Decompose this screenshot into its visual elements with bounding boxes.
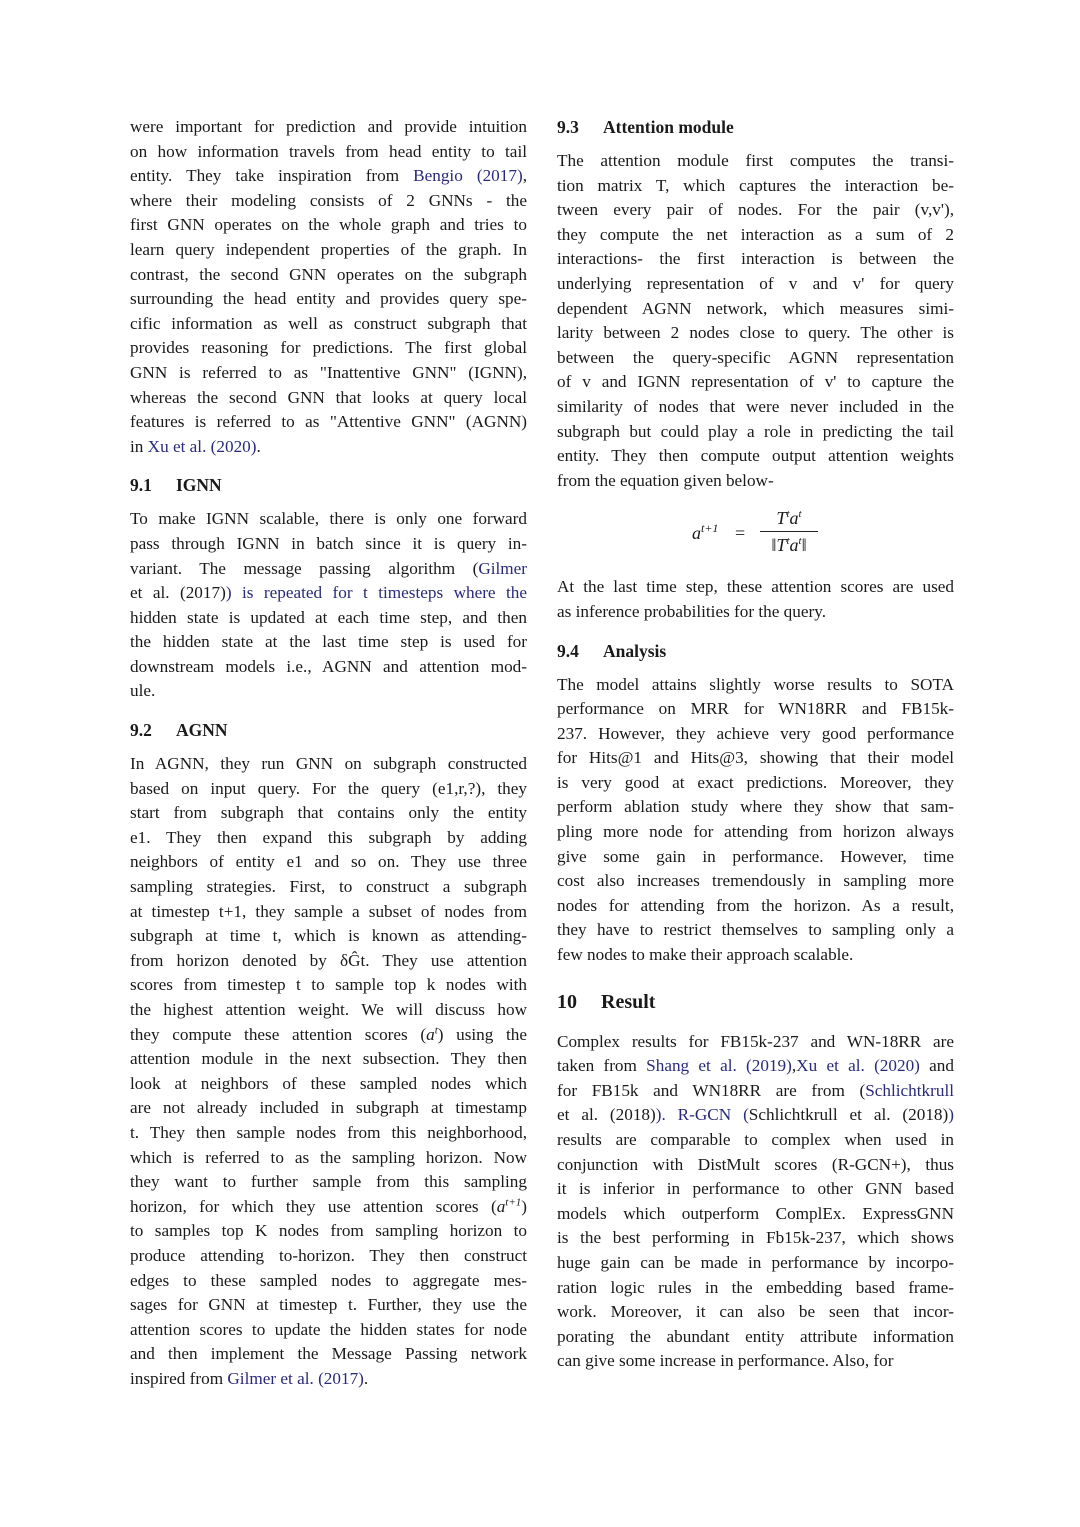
text-line: whereas the second GNN that looks at query local (130, 387, 527, 407)
agnn-paragraph (130, 752, 527, 1391)
text-line: provides reasoning for predictions. The first global (130, 338, 527, 358)
text-line: based on input query. For the query (e1,r,?), they (130, 778, 527, 798)
equation-numerator: $T^ta^t$ (776, 508, 802, 529)
text-line: GNN is referred to as "Inattentive GNN" (IGNN), (130, 362, 527, 382)
text-line: conjunction with DistMult scores (R-GCN+), thus (557, 1154, 954, 1174)
text-line: subgraph but could play a role in predicting the tail (557, 421, 954, 441)
analysis-paragraph (557, 673, 954, 968)
text-line: produce attending to-horizon. They then construct (130, 1245, 527, 1265)
text-line: subgraph at time t, which is known as attending- (130, 926, 527, 946)
text-line: variant. The message passing algorithm (Gilmer (130, 558, 527, 578)
text-line: features is referred to as "Attentive GNN" (AGNN) (130, 412, 527, 432)
text-line: between the query-specific AGNN representation (557, 347, 954, 367)
text-line: porating the abundant entity attribute information (557, 1326, 954, 1346)
text-line: tween every pair of nodes. For the pair (v,v'), (557, 200, 954, 220)
section-number: 9.1 (130, 475, 152, 496)
text-line: and then implement the Message Passing network (130, 1344, 527, 1364)
text-line: The attention module first computes the transi- (557, 151, 954, 170)
section-number: 9.2 (130, 720, 152, 741)
citation-link[interactable]: Bengio (2017) (413, 166, 523, 186)
text-line: is very good at exact predictions. Moreover, they (557, 772, 954, 792)
equation-lhs: $a^{t+1}$ (692, 521, 719, 544)
text-line: similarity of nodes that were never included in the (557, 396, 954, 416)
text-line: they compute these attention scores $(a^t)$ using the (130, 1023, 527, 1044)
text-line: 237. However, they achieve very good performance (557, 723, 954, 743)
attention-after-paragraph (557, 575, 954, 624)
text-line: larity between 2 nodes close to query. The other is (557, 323, 954, 343)
citation-link[interactable]: Shang et al. (2019) (646, 1056, 792, 1076)
text-line: where their modeling consists of 2 GNNs - the (130, 190, 527, 210)
text-line: ule. (130, 681, 156, 701)
text-line: pling more node for attending from horizon always (557, 822, 954, 842)
text-line: nodes for attending from the horizon. As a result, (557, 895, 954, 915)
citation-link[interactable]: Gilmer (478, 558, 527, 578)
text-line: the highest attention weight. We will discuss how (130, 1000, 527, 1019)
math-symbol: a (426, 1024, 435, 1044)
text-line: surrounding the head entity and provides query spe- (130, 289, 527, 309)
text-line: e1. They then expand this subgraph by adding (130, 827, 527, 847)
text-line: performance on MRR for WN18RR and FB15k- (557, 699, 954, 719)
text-line: sages for GNN at timestep t. Further, they use the (130, 1295, 527, 1315)
citation-link[interactable]: Xu et al. (2020) (147, 436, 257, 456)
text-line: To make IGNN scalable, there is only one forward (130, 509, 527, 529)
text-line: cost also increases tremendously in sampling more (557, 871, 954, 891)
text-line: few nodes to make their approach scalable. (557, 945, 854, 965)
text-line: learn query independent properties of the graph. In (130, 239, 527, 259)
text-line: from horizon denoted by δĜt. They use attention (130, 950, 527, 970)
text-line: edges to these sampled nodes to aggregate mes- (130, 1270, 527, 1290)
text-line: at timestep t+1, they sample a subset of nodes from (130, 901, 527, 921)
text-line: Complex results for FB15k-237 and WN-18RR are (557, 1031, 954, 1051)
text-line: it is inferior in performance to other GNN based (557, 1179, 954, 1199)
text-line: from the equation given below- (557, 470, 774, 490)
text-line: for FB15k and WN18RR are from (Schlichtkrull (557, 1080, 954, 1100)
math-symbol: a (496, 1196, 506, 1216)
text-line: downstream models i.e., AGNN and attention mod- (130, 656, 527, 676)
text-line: is the best performing in Fb15k-237, which shows (557, 1228, 954, 1248)
text-line: pass through IGNN in batch since it is query in- (130, 533, 527, 553)
left-column (130, 115, 527, 1392)
text-line: the hidden state at the last time step is used for (130, 632, 527, 652)
intro-paragraph (130, 115, 527, 459)
text-line: as inference probabilities for the query. (557, 601, 826, 621)
text-line: ration logic rules in the embedding based frame- (557, 1277, 954, 1297)
text-line: horizon, for which they use attention scores $(a^{t+1})$ (130, 1196, 527, 1216)
right-column (557, 115, 954, 1374)
text-line: entity. They take inspiration from Bengio (2017), (130, 166, 527, 186)
citation-link[interactable]: ) is repeated for t timesteps where the (225, 583, 527, 603)
section-number: 10 (557, 990, 577, 1013)
text-line: give some gain in performance. However, time (557, 846, 954, 866)
section-heading-9-2 (130, 718, 527, 742)
text-line: of v and IGNN representation of v' to capture the (557, 372, 954, 392)
citation-link[interactable]: ). R-GCN ( (655, 1105, 749, 1125)
text-line: can give some increase in performance. Also, for (557, 1351, 894, 1371)
section-title: Result (601, 990, 656, 1013)
section-heading-10 (557, 988, 954, 1016)
text-line: huge gain can be made in performance by incorpo- (557, 1252, 954, 1272)
citation-link[interactable]: Gilmer et al. (2017) (227, 1368, 364, 1388)
text-line: are not already included in subgraph at timestamp (130, 1098, 527, 1118)
section-title: AGNN (176, 720, 228, 741)
text-line: work. Moreover, it can also be seen that incor- (557, 1302, 954, 1322)
equation-denominator: $‖T^ta^t‖$ (771, 535, 807, 556)
text-line: tion matrix T, which captures the interaction be- (557, 175, 954, 195)
section-title: Attention module (603, 117, 734, 137)
text-line: were important for prediction and provide intuition (130, 117, 527, 136)
text-line: they compute the net interaction as a sum of 2 (557, 224, 954, 244)
text-line: In AGNN, they run GNN on subgraph constructed (130, 754, 527, 774)
text-line: attention module in the next subsection. They then (130, 1049, 527, 1069)
attention-equation (557, 505, 954, 565)
text-line: The model attains slightly worse results to SOTA (557, 674, 954, 694)
text-line: attention scores to update the hidden states for node (130, 1319, 527, 1339)
citation-link[interactable]: ) (948, 1105, 954, 1125)
text-line: inspired from Gilmer et al. (2017). (130, 1368, 369, 1388)
citation-link[interactable]: Xu et al. (2020) (796, 1056, 920, 1076)
text-line: interactions- the first interaction is between the (557, 249, 954, 269)
citation-link[interactable]: Schlichtkrull (865, 1080, 954, 1100)
text-line: start from subgraph that contains only the entity (130, 803, 527, 823)
section-heading-9-4 (557, 639, 954, 663)
text-line: dependent AGNN network, which measures simi- (557, 298, 954, 318)
text-line: for Hits@1 and Hits@3, showing that their model (557, 748, 954, 768)
text-line: neighbors of entity e1 and so on. They use three (130, 852, 527, 872)
text-line: cific information as well as construct subgraph that (130, 313, 527, 333)
section-title: Analysis (603, 640, 667, 661)
text-line: they want to further sample from this sampling (130, 1172, 527, 1192)
text-line: results are comparable to complex when used in (557, 1130, 954, 1149)
text-line: hidden state is updated at each time step, and then (130, 607, 527, 627)
section-number: 9.3 (557, 117, 579, 137)
section-heading-9-3 (557, 115, 954, 139)
text-line: which is referred to as the sampling horizon. Now (130, 1147, 527, 1167)
result-paragraph (557, 1030, 954, 1374)
text-line: to samples top K nodes from sampling horizon to (130, 1221, 527, 1241)
text-line: models which outperform ComplEx. ExpressGNN (557, 1203, 954, 1223)
equation-equals: = (735, 523, 746, 544)
text-line: At the last time step, these attention scores are used (557, 577, 954, 597)
ignn-paragraph (130, 507, 527, 704)
text-line: sampling strategies. First, to construct a subgraph (130, 877, 527, 897)
text-line: et al. (2017)) is repeated for t timesteps where the (130, 583, 527, 603)
text-line: they have to restrict themselves to sampling only a (557, 920, 954, 940)
text-line: in Xu et al. (2020). (130, 436, 261, 456)
section-number: 9.4 (557, 640, 579, 661)
text-line: look at neighbors of these sampled nodes which (130, 1073, 527, 1093)
equation-fraction (760, 505, 818, 558)
text-line: et al. (2018)). R-GCN (Schlichtkrull et al. (2018)) (557, 1105, 954, 1125)
text-line: contrast, the second GNN operates on the subgraph (130, 264, 527, 284)
text-line: scores from timestep t to sample top k nodes with (130, 975, 527, 995)
text-line: t. They then sample nodes from this neighborhood, (130, 1122, 527, 1142)
section-title: IGNN (176, 475, 222, 496)
text-line: underlying representation of v and v' for query (557, 273, 954, 293)
section-heading-9-1 (130, 473, 527, 497)
attention-paragraph (557, 149, 954, 493)
text-line: perform ablation study where they show that sam- (557, 797, 954, 817)
text-line: on how information travels from head entity to tail (130, 141, 527, 161)
text-line: entity. They then compute output attention weights (557, 446, 954, 466)
text-line: taken from Shang et al. (2019),Xu et al. (2020) and (557, 1056, 954, 1076)
text-line: first GNN operates on the whole graph and tries to (130, 215, 527, 235)
